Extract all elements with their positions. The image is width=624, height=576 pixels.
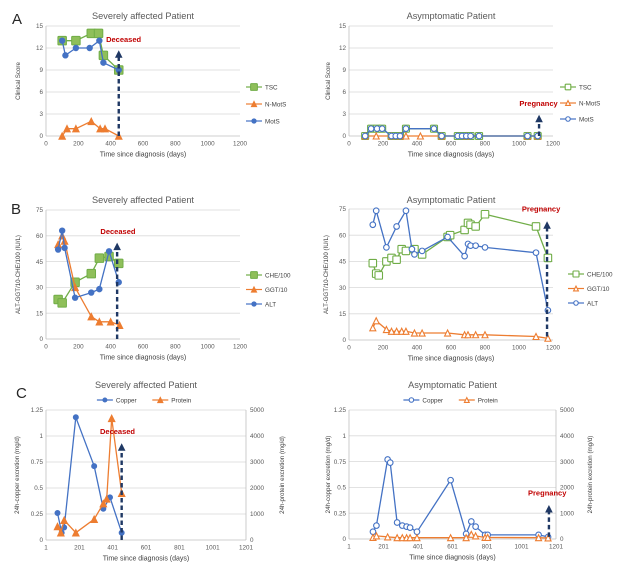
data-point-marker — [472, 223, 480, 231]
series-Protein — [370, 531, 551, 541]
x-tick-label: 601 — [140, 544, 152, 552]
data-point-marker — [533, 250, 539, 256]
x-tick-label: 201 — [74, 544, 85, 552]
data-point-marker — [464, 398, 469, 403]
event-arrow — [543, 221, 551, 336]
chart-title: Asymptomatic Patient — [408, 380, 497, 390]
legend-label: CHE/100 — [265, 272, 291, 280]
series-GGT/10 — [370, 318, 551, 341]
x-tick-label: 600 — [137, 140, 149, 148]
data-point-marker — [101, 60, 106, 65]
x-tick-label: 1000 — [511, 344, 527, 352]
data-point-marker — [252, 119, 256, 123]
data-point-marker — [403, 208, 409, 214]
data-point-marker — [58, 299, 67, 308]
data-point-marker — [409, 398, 413, 402]
y-tick-label: 9 — [342, 67, 346, 75]
data-point-marker — [565, 84, 571, 90]
legend-item — [246, 101, 286, 108]
y-tick-label: 15 — [338, 23, 346, 31]
data-point-marker — [99, 51, 108, 60]
event-arrow — [115, 50, 123, 136]
data-point-marker — [403, 328, 409, 334]
data-point-marker — [108, 415, 115, 422]
legend-item — [568, 286, 610, 293]
legend-label: GGT/10 — [587, 285, 610, 293]
data-point-marker — [251, 272, 258, 279]
y-tick-label: 12 — [35, 45, 43, 53]
legend-item — [246, 118, 280, 125]
series-CHE/100 — [369, 210, 552, 279]
data-point-marker — [573, 271, 579, 277]
chart-a-right-clinical-score-asymptomatic — [312, 0, 624, 190]
x-tick-label: 1 — [347, 543, 351, 551]
legend-label: Copper — [422, 397, 444, 405]
x-axis-title: Time since diagnosis (days) — [99, 354, 187, 362]
legend-label: N-MotS — [579, 100, 601, 108]
y-tick-label: 0 — [39, 336, 43, 344]
event-arrow-head — [118, 443, 126, 451]
x-tick-label: 801 — [481, 543, 493, 551]
data-point-marker — [97, 38, 102, 43]
y-tick-label: 0.75 — [30, 459, 43, 467]
y2-tick-label: 1000 — [250, 511, 265, 519]
x-tick-label: 1000 — [511, 140, 527, 148]
data-point-marker — [448, 477, 454, 483]
chart-cell-b-right — [312, 190, 624, 375]
chart-b-right-liver-enzymes-asymptomatic — [312, 190, 624, 375]
x-tick-label: 400 — [105, 140, 116, 148]
y2-tick-label: 5000 — [250, 407, 265, 415]
data-point-marker — [158, 397, 163, 402]
x-tick-label: 400 — [411, 344, 423, 352]
x-tick-label: 1001 — [205, 544, 220, 552]
y2-tick-label: 0 — [250, 537, 254, 545]
chart-title: Asymptomatic Patient — [406, 195, 496, 205]
y-tick-label: 0.25 — [333, 510, 346, 518]
legend-item — [560, 100, 600, 107]
y-axis-title: Clinical Score — [15, 62, 22, 100]
x-tick-label: 1201 — [238, 544, 254, 552]
chart-a-left-clinical-score-severe — [0, 0, 312, 190]
legend-label: ALT — [265, 301, 277, 309]
legend-item — [568, 300, 598, 307]
data-point-marker — [533, 334, 539, 340]
data-point-marker — [417, 133, 423, 139]
data-point-marker — [370, 325, 376, 331]
chart-title: Asymptomatic Patient — [406, 11, 496, 21]
x-tick-label: 200 — [73, 140, 84, 148]
data-point-marker — [566, 117, 570, 121]
data-point-marker — [88, 313, 95, 320]
x-tick-label: 400 — [411, 140, 423, 148]
panel-label-a: A — [12, 11, 23, 28]
event-arrow-head — [115, 50, 123, 58]
series-line — [58, 256, 119, 303]
legend-label: ALT — [587, 300, 599, 308]
chart-title: Severely affected Patient — [92, 195, 194, 205]
legend-item — [246, 287, 288, 294]
x-tick-label: 1200 — [232, 343, 248, 351]
data-point-marker — [407, 525, 413, 531]
data-point-marker — [72, 295, 77, 300]
data-point-marker — [473, 524, 479, 530]
data-point-marker — [397, 133, 403, 139]
data-point-marker — [462, 253, 468, 259]
legend — [97, 397, 192, 404]
y-tick-label: 15 — [35, 23, 43, 31]
data-point-marker — [482, 332, 488, 338]
y2-tick-label: 1000 — [560, 510, 575, 518]
legend-label: CHE/100 — [587, 271, 613, 279]
data-point-marker — [91, 516, 98, 523]
data-point-marker — [473, 533, 479, 539]
data-point-marker — [87, 45, 92, 50]
x-axis-title: Time since diagnosis (days) — [102, 555, 190, 563]
x-tick-label: 600 — [445, 344, 457, 352]
y-tick-label: 0.5 — [34, 485, 43, 493]
y2-tick-label: 3000 — [560, 458, 575, 466]
x-tick-label: 0 — [347, 140, 351, 148]
legend-item — [459, 397, 498, 404]
x-tick-label: 1000 — [200, 343, 215, 351]
data-point-marker — [525, 133, 531, 139]
chart-cell-b-left — [0, 190, 312, 375]
data-point-marker — [473, 243, 479, 249]
x-tick-label: 1201 — [548, 543, 564, 551]
data-point-marker — [251, 84, 258, 91]
event-arrow-head — [113, 243, 121, 251]
data-point-marker — [402, 247, 410, 255]
data-point-marker — [72, 36, 81, 45]
annotation-label: Deceased — [99, 426, 136, 436]
legend-label: MotS — [265, 118, 280, 126]
data-point-marker — [403, 126, 409, 132]
legend-label: Copper — [115, 397, 137, 405]
y-tick-label: 45 — [338, 258, 346, 266]
y2-tick-label: 2000 — [560, 484, 575, 492]
y-tick-label: 1 — [342, 433, 346, 440]
data-point-marker — [63, 53, 68, 58]
data-point-marker — [73, 45, 78, 50]
data-point-marker — [412, 252, 418, 258]
y2-axis-title: 24h-protein excretion (mg/d) — [587, 435, 594, 514]
x-tick-label: 401 — [412, 543, 424, 551]
legend-label: TSC — [579, 84, 592, 92]
data-point-marker — [384, 245, 390, 251]
data-point-marker — [59, 38, 64, 43]
y-tick-label: 60 — [35, 233, 43, 240]
data-point-marker — [88, 118, 95, 125]
y-tick-label: 9 — [39, 67, 43, 75]
panel-label-b: B — [11, 201, 22, 218]
data-point-marker — [62, 245, 67, 250]
chart-title: Severely affected Patient — [95, 380, 197, 390]
legend — [403, 397, 498, 404]
data-point-marker — [362, 133, 368, 139]
data-point-marker — [574, 286, 579, 291]
legend-item — [97, 397, 137, 404]
data-point-marker — [59, 228, 64, 233]
y-axis-title: Clinical Score — [325, 62, 332, 100]
data-point-marker — [473, 332, 479, 338]
annotation-label: Deceased — [100, 227, 136, 237]
legend — [246, 84, 286, 126]
data-point-marker — [97, 286, 102, 291]
x-tick-label: 401 — [107, 544, 118, 552]
data-point-marker — [115, 259, 124, 268]
y-tick-label: 6 — [342, 89, 346, 97]
axes — [334, 407, 575, 550]
series-Copper — [370, 457, 551, 540]
data-point-marker — [251, 287, 256, 292]
y-tick-label: 6 — [39, 89, 43, 97]
event-arrow — [545, 505, 553, 537]
data-point-marker — [374, 523, 380, 529]
data-point-marker — [482, 245, 488, 251]
y-tick-label: 0 — [39, 537, 43, 545]
legend — [246, 272, 291, 309]
y-tick-label: 0.75 — [333, 458, 346, 466]
data-point-marker — [92, 464, 97, 469]
data-point-marker — [481, 210, 489, 218]
y2-tick-label: 3000 — [250, 459, 265, 467]
data-point-marker — [103, 398, 107, 402]
legend-label: Protein — [171, 397, 192, 405]
x-tick-label: 1200 — [545, 140, 561, 148]
data-point-marker — [385, 534, 391, 540]
y-tick-label: 0 — [342, 133, 346, 141]
y-tick-label: 0 — [342, 536, 346, 544]
legend-label: MotS — [579, 116, 594, 124]
legend-item — [152, 397, 191, 404]
chart-cell-a-right — [312, 0, 624, 190]
x-tick-label: 800 — [479, 140, 491, 148]
panel-label-c: C — [16, 385, 27, 402]
data-point-marker — [448, 535, 454, 541]
x-axis-title: Time since diagnosis (days) — [407, 355, 495, 363]
x-tick-label: 600 — [137, 343, 149, 351]
data-point-marker — [95, 254, 104, 263]
data-point-marker — [61, 517, 67, 524]
data-point-marker — [373, 318, 379, 324]
data-point-marker — [89, 290, 94, 295]
legend-label: TSC — [265, 84, 278, 92]
data-point-marker — [55, 247, 60, 252]
y-tick-label: 45 — [35, 258, 43, 266]
legend-item — [560, 116, 594, 123]
y-axis-title: 24h-copper excretion (mg/d) — [14, 436, 21, 514]
data-point-marker — [468, 133, 474, 139]
x-tick-label: 800 — [170, 140, 181, 148]
chart-cell-a-left — [0, 0, 312, 190]
x-tick-label: 201 — [378, 543, 389, 551]
data-point-marker — [439, 133, 445, 139]
legend — [568, 271, 613, 307]
y-tick-label: 0 — [39, 133, 43, 141]
legend-item — [246, 84, 278, 92]
legend-item — [403, 397, 443, 404]
event-arrow-head — [543, 221, 551, 229]
y-axis-title: 24h-copper excretion (mg/d) — [325, 435, 332, 514]
y-tick-label: 30 — [35, 284, 43, 292]
x-tick-label: 0 — [44, 140, 48, 148]
data-point-marker — [411, 330, 417, 336]
data-point-marker — [445, 234, 451, 240]
data-point-marker — [375, 272, 383, 280]
x-tick-label: 600 — [445, 140, 457, 148]
y-tick-label: 12 — [338, 45, 346, 53]
y-tick-label: 15 — [338, 311, 346, 318]
legend-item — [568, 271, 613, 278]
x-tick-label: 1 — [44, 544, 48, 552]
x-tick-label: 400 — [105, 343, 116, 351]
data-point-marker — [574, 301, 578, 305]
legend-item — [246, 301, 276, 308]
data-point-marker — [414, 535, 420, 541]
chart-c-right-excretion-asymptomatic — [312, 375, 624, 576]
data-point-marker — [566, 101, 571, 106]
event-arrow-head — [535, 115, 543, 123]
y2-tick-label: 2000 — [250, 485, 265, 493]
data-point-marker — [94, 29, 103, 38]
data-point-marker — [379, 126, 385, 132]
chart-cell-c-right — [312, 375, 624, 576]
legend-item — [560, 84, 592, 91]
data-point-marker — [465, 332, 471, 338]
data-point-marker — [373, 133, 379, 139]
chart-title: Severely affected Patient — [92, 11, 194, 21]
legend-label: N-MotS — [265, 101, 287, 109]
series-line — [373, 321, 548, 339]
x-tick-label: 801 — [174, 544, 185, 552]
data-point-marker — [55, 510, 60, 515]
y-tick-label: 15 — [35, 310, 43, 318]
y-tick-label: 75 — [35, 207, 43, 215]
y-tick-label: 3 — [342, 111, 346, 119]
legend-label: Protein — [477, 397, 498, 405]
y-tick-label: 1.25 — [333, 407, 346, 415]
data-point-marker — [394, 520, 400, 526]
data-point-marker — [476, 133, 482, 139]
x-axis-title: Time since diagnosis (days) — [407, 151, 495, 159]
annotation-label: Pregnancy — [528, 488, 567, 498]
data-point-marker — [419, 330, 425, 336]
legend-item — [246, 272, 291, 280]
data-point-marker — [369, 259, 377, 267]
y-tick-label: 60 — [338, 232, 346, 240]
data-point-marker — [73, 415, 78, 420]
x-tick-label: 0 — [44, 343, 48, 351]
data-point-marker — [370, 222, 376, 228]
legend — [560, 84, 600, 123]
annotation-label: Deceased — [106, 35, 142, 45]
data-point-marker — [393, 256, 401, 263]
x-tick-label: 1000 — [200, 140, 215, 148]
data-point-marker — [407, 535, 413, 541]
data-point-marker — [469, 519, 475, 525]
y-tick-label: 0 — [342, 337, 346, 345]
event-arrow-head — [545, 505, 553, 512]
x-tick-label: 1200 — [545, 344, 561, 352]
data-point-marker — [251, 101, 256, 106]
chart-b-left-liver-enzymes-severe — [0, 190, 312, 375]
x-tick-label: 601 — [447, 543, 458, 551]
x-tick-label: 1200 — [232, 140, 248, 148]
data-point-marker — [252, 302, 256, 306]
annotation-label: Pregnancy — [521, 204, 561, 214]
y-tick-label: 0.5 — [337, 484, 346, 492]
x-tick-label: 0 — [347, 344, 351, 352]
y2-axis-title: 24h-protein excretion (mg/d) — [279, 436, 286, 514]
y-tick-label: 1.25 — [30, 407, 43, 415]
y-axis-title: ALT-GGT/10-CHE/100 (IU/L) — [15, 235, 22, 314]
y-axis-title: ALT-GGT/10-CHE/100 (IU/L) — [323, 235, 330, 314]
data-point-marker — [419, 248, 425, 254]
y-tick-label: 3 — [39, 111, 43, 119]
y2-tick-label: 4000 — [560, 433, 575, 440]
data-point-marker — [387, 460, 393, 466]
x-tick-label: 800 — [479, 344, 491, 352]
y-tick-label: 1 — [39, 433, 43, 441]
x-tick-label: 200 — [377, 140, 389, 148]
x-tick-label: 800 — [170, 343, 181, 351]
annotation-label: Pregnancy — [519, 98, 558, 108]
chart-cell-c-left — [0, 375, 312, 576]
y-tick-label: 0.25 — [30, 511, 43, 519]
x-tick-label: 200 — [377, 344, 389, 352]
chart-c-left-excretion-severe — [0, 375, 312, 576]
x-axis-title: Time since diagnosis (days) — [99, 151, 187, 159]
data-point-marker — [431, 126, 437, 132]
y2-tick-label: 5000 — [560, 407, 575, 415]
y2-tick-label: 0 — [560, 536, 564, 544]
x-axis-title: Time since diagnosis (days) — [409, 554, 496, 562]
y2-tick-label: 4000 — [250, 433, 265, 441]
data-point-marker — [87, 269, 96, 278]
axes — [36, 207, 248, 350]
y-tick-label: 30 — [338, 284, 346, 292]
legend-label: GGT/10 — [265, 286, 288, 294]
data-point-marker — [445, 330, 451, 336]
data-point-marker — [394, 224, 400, 230]
x-tick-label: 200 — [73, 343, 84, 351]
y-tick-label: 75 — [338, 206, 346, 214]
data-point-marker — [106, 249, 111, 254]
data-point-marker — [373, 208, 379, 214]
x-tick-label: 1001 — [514, 543, 529, 551]
data-point-marker — [532, 223, 540, 231]
data-point-marker — [368, 126, 374, 132]
